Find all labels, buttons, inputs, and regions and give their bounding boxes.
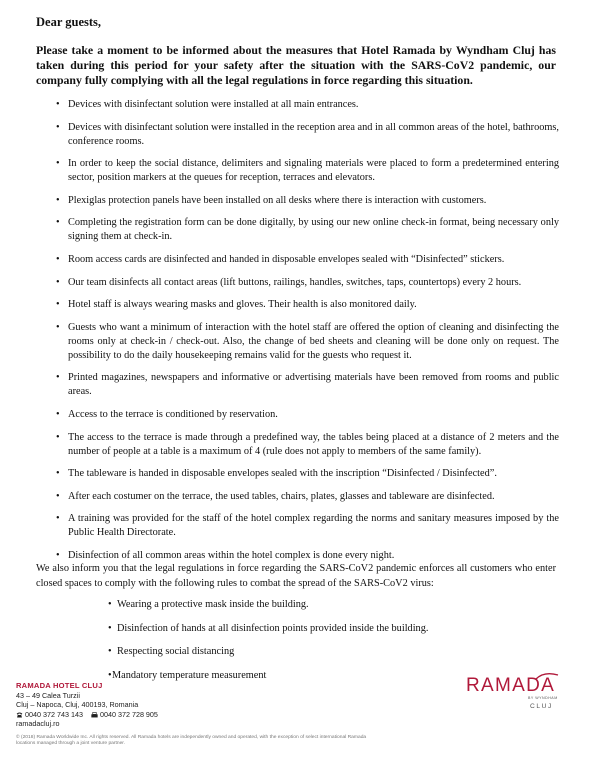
- logo-swoosh-icon: [466, 672, 576, 700]
- list-item: • Guests who want a minimum of interaction with the hotel staff are offered the option of cleaning and disinfecting the rooms only at check-in / check-out. Also, the change of bed sheets and cleaning will be done only on request. The possibility to do the daily housekeeping remains valid for the guests who request it.: [56, 321, 559, 361]
- list-item: • Room access cards are disinfected and handed in disposable envelopes sealed with “Disinfected” stickers.: [56, 253, 505, 265]
- hotel-name: RAMADA HOTEL CLUJ: [16, 681, 103, 690]
- list-item: • Our team disinfects all contact areas (lift buttons, railings, handles, switches, taps, countertops) every 2 hours.: [56, 276, 522, 288]
- list-item: • Devices with disinfectant solution were installed at all main entrances.: [56, 99, 359, 110]
- intro-paragraph: Please take a moment to be informed about the measures that Hotel Ramada by Wyndham Cluj has taken during this period for your safety after the situation with the SARS-CoV2 pandemic, our company fully complying with all the legal regulations in force regarding this situation.: [36, 43, 556, 88]
- phone-number[interactable]: 0040 372 743 143: [25, 709, 83, 719]
- logo-city: CLUJ: [530, 703, 553, 710]
- list-item: • Access to the terrace is conditioned by reservation.: [56, 408, 278, 420]
- fax-icon: [91, 712, 98, 718]
- address-line: 43 – 49 Calea Turzii: [16, 691, 80, 700]
- website-link[interactable]: ramadacluj.ro: [16, 719, 60, 729]
- logo-wordmark: RAMADA: [466, 675, 556, 696]
- address-line: Cluj – Napoca, Cluj, 400193, Romania: [16, 700, 139, 710]
- logo-by-wyndham: BY WYNDHAM: [528, 696, 558, 700]
- legal-notice: © (2018) Ramada Worldwide Inc. All rights reserved. All Ramada hotels are independently owned and operated, with the exception of select international Ramada locations managed through a joint venture partner.: [16, 734, 367, 747]
- list-item: • Plexiglas protection panels have been installed on all desks where there is interaction with customers.: [56, 194, 487, 206]
- list-item: • In order to keep the social distance, delimiters and signaling materials were placed to form a predetermined entering sector, position markers at the queues for reception, terraces and elevators.: [56, 158, 559, 184]
- greeting: Dear guests,: [36, 15, 102, 29]
- list-item: • After each costumer on the terrace, the used tables, chairs, plates, glasses and tableware are disinfected.: [56, 490, 495, 502]
- list-item: • Wearing a protective mask inside the building.: [108, 599, 309, 610]
- list-item: • The access to the terrace is made through a predefined way, the tables being placed at a distance of 2 meters and the number of people at a table is a maximum of 4 (rule does not apply to members of the same family).: [56, 431, 559, 457]
- closing-note: We also inform you that the legal regulations in force regarding the SARS-CoV2 pandemic enforces all customers who enter closed spaces to comply with the following rules to combat the spread of the SARS-CoV2 virus:: [36, 563, 556, 589]
- ramada-logo: [466, 672, 576, 722]
- rules-list: [108, 598, 528, 692]
- measures-list: [56, 98, 559, 572]
- list-item: • Printed magazines, newspapers and informative or advertising materials have been removed from rooms and public areas.: [56, 372, 559, 398]
- list-item: • Mandatory temperature measurement: [108, 669, 267, 681]
- list-item: • Hotel staff is always wearing masks and gloves. Their health is also monitored daily.: [56, 299, 417, 311]
- list-item: • A training was provided for the staff of the hotel complex regarding the norms and sanitary measures imposed by the Public Health Directorate.: [56, 513, 559, 539]
- list-item: • Disinfection of hands at all disinfection points provided inside the building.: [108, 622, 429, 634]
- list-item: • Devices with disinfectant solution were installed in the reception area and in all common areas of the hotel, bathrooms, conference rooms.: [56, 121, 559, 147]
- list-item: • Respecting social distancing: [108, 646, 235, 657]
- footer: [16, 681, 376, 747]
- list-item: • Disinfection of all common areas within the hotel complex is done every night.: [56, 549, 395, 561]
- contact-line: [16, 710, 376, 719]
- list-item: • Completing the registration form can be done digitally, by using our new online check-in format, being necessary only signing them at check-in.: [56, 217, 559, 243]
- phone-icon: [16, 712, 23, 718]
- list-item: • The tableware is handed in disposable envelopes sealed with the inscription “Disinfected / Disinfected”.: [56, 468, 497, 480]
- fax-number: 0040 372 728 905: [99, 709, 158, 719]
